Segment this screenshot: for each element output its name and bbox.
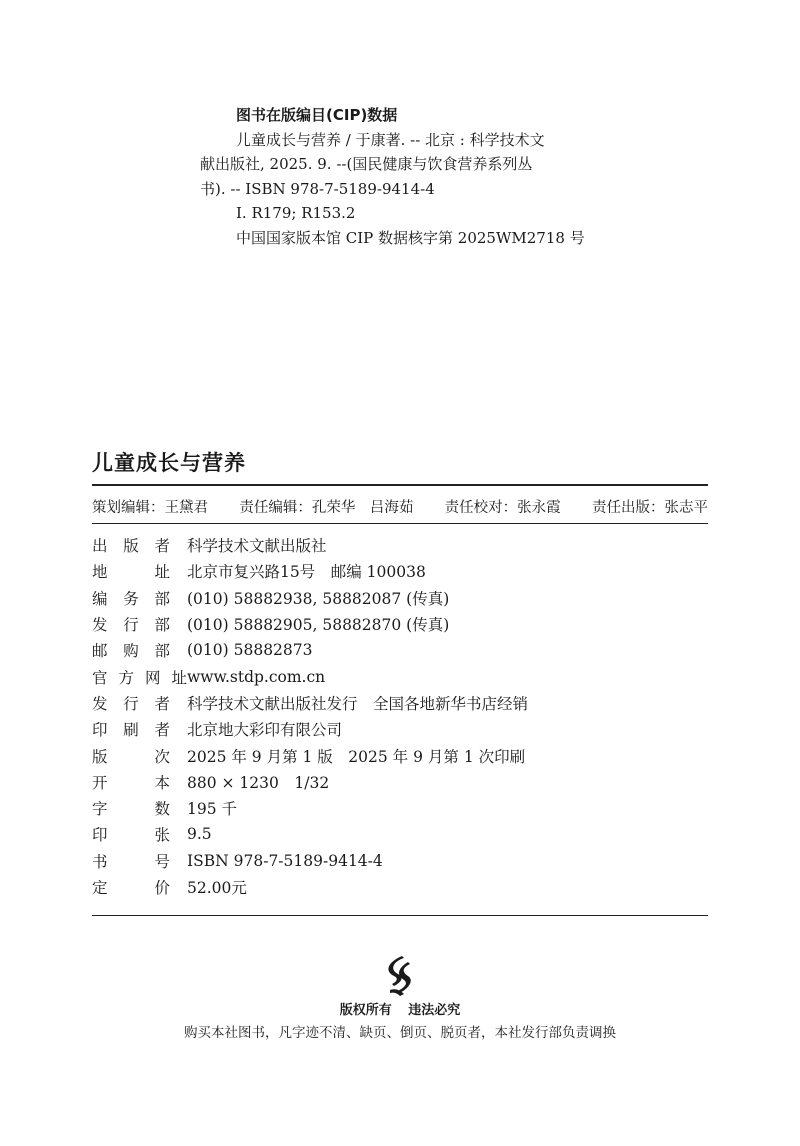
publisher-logo-icon bbox=[382, 956, 418, 996]
info-label-char: 者 bbox=[154, 537, 170, 556]
info-label-char: 张 bbox=[154, 826, 170, 845]
info-label-char: 行 bbox=[123, 616, 139, 635]
info-label-char: 印 bbox=[92, 826, 108, 845]
info-row bbox=[92, 637, 708, 663]
rights-reserved: 版权所有 bbox=[339, 1003, 392, 1018]
cip-line-2: 献出版社, 2025. 9. --(国民健康与饮食营养系列丛 bbox=[200, 155, 533, 173]
info-value: (010) 58882938, 58882087 (传真) bbox=[187, 589, 450, 608]
info-row bbox=[92, 848, 708, 874]
info-value: 科学技术文献出版社 bbox=[187, 537, 327, 556]
info-label bbox=[92, 534, 170, 556]
info-row bbox=[92, 742, 708, 768]
title-rule bbox=[92, 484, 708, 486]
info-label bbox=[92, 666, 187, 688]
cip-line-4: Ⅰ. R179; R153.2 bbox=[236, 204, 356, 222]
info-label bbox=[92, 718, 170, 740]
info-row bbox=[92, 690, 708, 716]
info-row bbox=[92, 795, 708, 821]
info-label-char: 刷 bbox=[123, 721, 139, 740]
info-row bbox=[92, 769, 708, 795]
replacement-notice: 购买本社图书，凡字迹不清、缺页、倒页、脱页者，本社发行部负责调换 bbox=[184, 1025, 616, 1041]
info-label-char: 址 bbox=[154, 563, 170, 582]
cip-line-1: 儿童成长与营养 / 于康著. -- 北京 : 科学技术文 bbox=[236, 130, 545, 149]
info-label-char: 邮 bbox=[92, 642, 108, 661]
info-label-char: 出 bbox=[92, 537, 108, 556]
cip-block bbox=[200, 103, 620, 250]
info-value: ISBN 978-7-5189-9414-4 bbox=[187, 851, 383, 870]
info-value: 880 × 1230 1/32 bbox=[187, 773, 330, 792]
cip-line-3: 书). -- ISBN 978-7-5189-9414-4 bbox=[200, 179, 435, 198]
info-label-char: 者 bbox=[154, 721, 170, 740]
info-label bbox=[92, 850, 170, 872]
info-label bbox=[92, 745, 170, 767]
copyright-line bbox=[0, 999, 800, 1018]
info-value: 52.00元 bbox=[187, 879, 247, 897]
info-label-char: 地 bbox=[92, 563, 108, 582]
editors-line bbox=[92, 496, 708, 517]
info-label-char: 次 bbox=[154, 747, 170, 766]
info-row bbox=[92, 558, 708, 584]
info-value: (010) 58882873 bbox=[187, 641, 313, 660]
info-label-char: 网 bbox=[144, 668, 161, 687]
info-label-char: 字 bbox=[92, 800, 108, 819]
info-value: 195 千 bbox=[187, 800, 238, 819]
info-label-char: 者 bbox=[154, 694, 170, 713]
info-label-char: 发 bbox=[92, 616, 108, 635]
info-label-char: 号 bbox=[154, 852, 170, 871]
info-label-char: 官 bbox=[92, 668, 108, 687]
info-row bbox=[92, 611, 708, 637]
info-label-char: 价 bbox=[154, 879, 170, 897]
info-value: 9.5 bbox=[187, 825, 212, 844]
responsible-editors: 责任编辑：孔荣华 吕海茹 bbox=[239, 500, 414, 516]
publishing-info bbox=[92, 532, 708, 900]
info-label bbox=[92, 771, 170, 793]
info-label-char: 定 bbox=[92, 879, 108, 897]
piracy-warning: 违法必究 bbox=[408, 1003, 461, 1018]
info-label bbox=[92, 797, 170, 819]
info-row bbox=[92, 585, 708, 611]
info-label bbox=[92, 823, 170, 845]
info-row bbox=[92, 874, 708, 900]
info-label-char: 书 bbox=[92, 852, 108, 871]
cip-line-5: 中国国家版本馆 CIP 数据核字第 2025WM2718 号 bbox=[236, 228, 585, 247]
info-label-char: 部 bbox=[154, 642, 170, 661]
info-label-char: 行 bbox=[123, 694, 139, 713]
info-label-char: 印 bbox=[92, 721, 108, 740]
info-label bbox=[92, 876, 170, 898]
info-label-char: 务 bbox=[123, 589, 139, 608]
info-label-char: 方 bbox=[118, 668, 134, 687]
info-value: 北京市复兴路15号 邮编 100038 bbox=[187, 563, 426, 582]
info-label bbox=[92, 639, 170, 661]
cip-title: 图书在版编目(CIP)数据 bbox=[236, 106, 398, 124]
info-row bbox=[92, 821, 708, 847]
proofreader: 责任校对：张永霞 bbox=[444, 500, 561, 516]
info-value: 北京地大彩印有限公司 bbox=[187, 721, 343, 740]
info-rule bbox=[92, 915, 708, 916]
info-label-char: 购 bbox=[123, 642, 139, 661]
info-label-char: 址 bbox=[171, 668, 187, 687]
info-label-char: 部 bbox=[154, 589, 170, 608]
info-label-char: 编 bbox=[92, 589, 108, 608]
info-label-char: 本 bbox=[154, 773, 170, 792]
info-row bbox=[92, 716, 708, 742]
info-row bbox=[92, 663, 708, 689]
info-label bbox=[92, 560, 170, 582]
info-value: (010) 58882905, 58882870 (传真) bbox=[187, 616, 450, 635]
editors-rule bbox=[92, 523, 708, 524]
production-editor: 责任出版：张志平 bbox=[591, 500, 708, 516]
info-label bbox=[92, 692, 170, 714]
info-label bbox=[92, 613, 170, 635]
info-label-char: 版 bbox=[123, 537, 139, 556]
planning-editor: 策划编辑：王黛君 bbox=[92, 500, 208, 516]
info-row bbox=[92, 532, 708, 558]
info-label bbox=[92, 587, 170, 609]
info-label-char: 版 bbox=[92, 747, 108, 766]
info-value: 2025 年 9 月第 1 版 2025 年 9 月第 1 次印刷 bbox=[187, 747, 526, 766]
info-value: www.stdp.com.cn bbox=[187, 667, 326, 686]
info-label-char: 数 bbox=[154, 800, 170, 819]
info-value: 科学技术文献出版社发行 全国各地新华书店经销 bbox=[187, 694, 529, 713]
book-title: 儿童成长与营养 bbox=[92, 451, 246, 475]
info-label-char: 开 bbox=[92, 773, 108, 792]
info-label-char: 发 bbox=[92, 694, 108, 713]
info-label-char: 部 bbox=[154, 616, 170, 635]
